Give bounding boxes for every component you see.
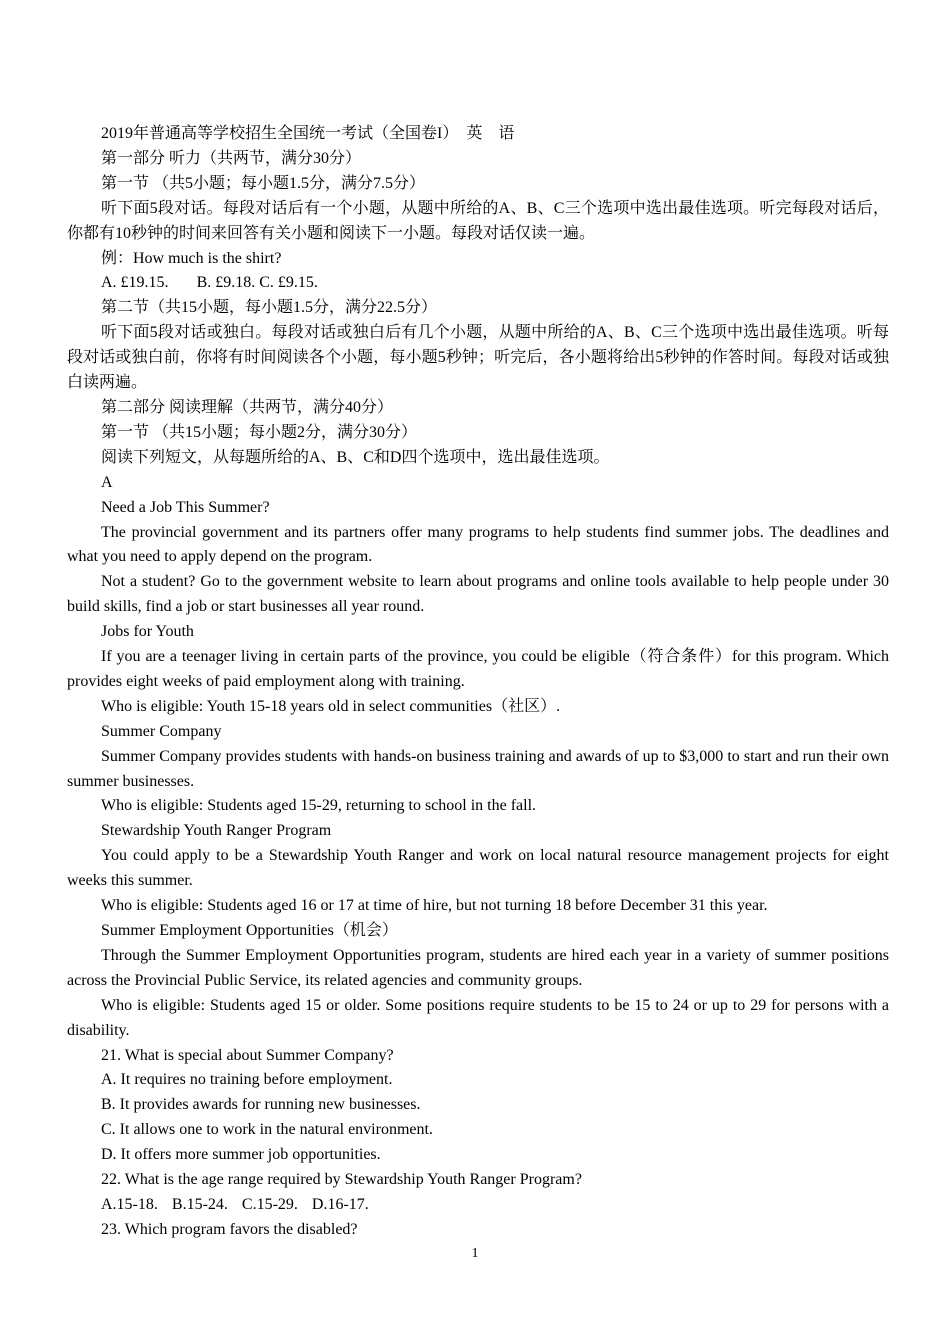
- page-number: 1: [471, 1246, 479, 1261]
- eligibility-line: Who is eligible: Students aged 15 or older. Some positions require students to be 15 to 24 or up to 29 for persons with a disability.: [67, 996, 889, 1039]
- instruction-paragraph: 听下面5段对话。每段对话后有一个小题，从题中所给的A、B、C三个选项中选出最佳选项。听完每段对话后，你都有10秒钟的时间来回答有关小题和阅读下一小题。每段对话仅读一遍。: [67, 199, 889, 242]
- example-option-b: B. £9.18.: [196, 274, 256, 292]
- subsection-heading: 第一节 （共5小题；每小题1.5分，满分7.5分）: [101, 174, 426, 192]
- section-heading: 第一部分 听力（共两节，满分30分）: [101, 149, 362, 167]
- example-option-c: C. £9.15.: [259, 274, 318, 292]
- question-21: 21. What is special about Summer Company?: [101, 1046, 394, 1064]
- subsection-heading: 第一节 （共15小题；每小题2分，满分30分）: [101, 423, 418, 441]
- program-heading: Summer Company: [101, 722, 222, 740]
- example-options: [67, 271, 889, 296]
- passage-paragraph: Not a student? Go to the government website to learn about programs and online tools available to help people under 30 build skills, find a job or start businesses all year round.: [67, 573, 889, 616]
- example-question: 例：How much is the shirt?: [101, 249, 282, 267]
- passage-paragraph: Through the Summer Employment Opportunities program, students are hired each year in a variety of summer positions across the Provincial Public Service, its related agencies and community groups.: [67, 946, 889, 989]
- passage-paragraph: Summer Company provides students with hands-on business training and awards of up to $3,000 to start and run their own summer businesses.: [67, 747, 889, 790]
- passage-paragraph: The provincial government and its partners offer many programs to help students find summer jobs. The deadlines and what you need to apply depend on the program.: [67, 523, 889, 566]
- example-option-a: A. £19.15.: [101, 274, 169, 292]
- passage-title: Need a Job This Summer?: [101, 498, 270, 516]
- question-22-options: [67, 1193, 889, 1218]
- document-body: [67, 122, 889, 1243]
- section-heading: 第二部分 阅读理解（共两节，满分40分）: [101, 398, 394, 416]
- q22-option-d: D.16-17.: [311, 1195, 369, 1213]
- passage-paragraph: If you are a teenager living in certain parts of the province, you could be eligible（符合条件）for this program. Which provides eight weeks of paid employment along with training.: [67, 648, 889, 690]
- eligibility-line: Who is eligible: Students aged 16 or 17 at time of hire, but not turning 18 before December 31 this year.: [101, 897, 768, 915]
- question-22: 22. What is the age range required by Stewardship Youth Ranger Program?: [101, 1171, 582, 1189]
- passage-label: A: [101, 473, 113, 491]
- question-23: 23. Which program favors the disabled?: [101, 1220, 358, 1238]
- q22-option-c: C.15-29.: [241, 1195, 298, 1213]
- passage-paragraph: You could apply to be a Stewardship Youth Ranger and work on local natural resource management projects for eight weeks this summer.: [67, 847, 889, 890]
- instruction-paragraph: 阅读下列短文，从每题所给的A、B、C和D四个选项中，选出最佳选项。: [101, 448, 610, 466]
- question-option: A. It requires no training before employment.: [101, 1071, 393, 1089]
- question-option: B. It provides awards for running new businesses.: [101, 1096, 421, 1114]
- instruction-paragraph: 听下面5段对话或独白。每段对话或独白后有几个小题，从题中所给的A、B、C三个选项中选出最佳选项。听每段对话或独白前，你将有时间阅读各个小题，每小题5秒钟；听完后，各小题将给出5秒钟的作答时间。每段对话或独白读两遍。: [67, 324, 889, 392]
- question-option: C. It allows one to work in the natural environment.: [101, 1121, 433, 1139]
- eligibility-line: Who is eligible: Students aged 15-29, returning to school in the fall.: [101, 797, 537, 815]
- exam-title: 2019年普通高等学校招生全国统一考试（全国卷I） 英 语: [101, 125, 515, 142]
- question-option: D. It offers more summer job opportunities.: [101, 1146, 381, 1164]
- program-heading: Summer Employment Opportunities（机会）: [101, 922, 398, 939]
- program-heading: Jobs for Youth: [101, 623, 194, 641]
- eligibility-line: Who is eligible: Youth 15-18 years old in select communities（社区）.: [101, 697, 561, 715]
- program-heading: Stewardship Youth Ranger Program: [101, 822, 332, 840]
- subsection-heading: 第二节（共15小题，每小题1.5分，满分22.5分）: [101, 299, 438, 317]
- q22-option-b: B.15-24.: [171, 1195, 228, 1213]
- q22-option-a: A.15-18.: [101, 1195, 158, 1213]
